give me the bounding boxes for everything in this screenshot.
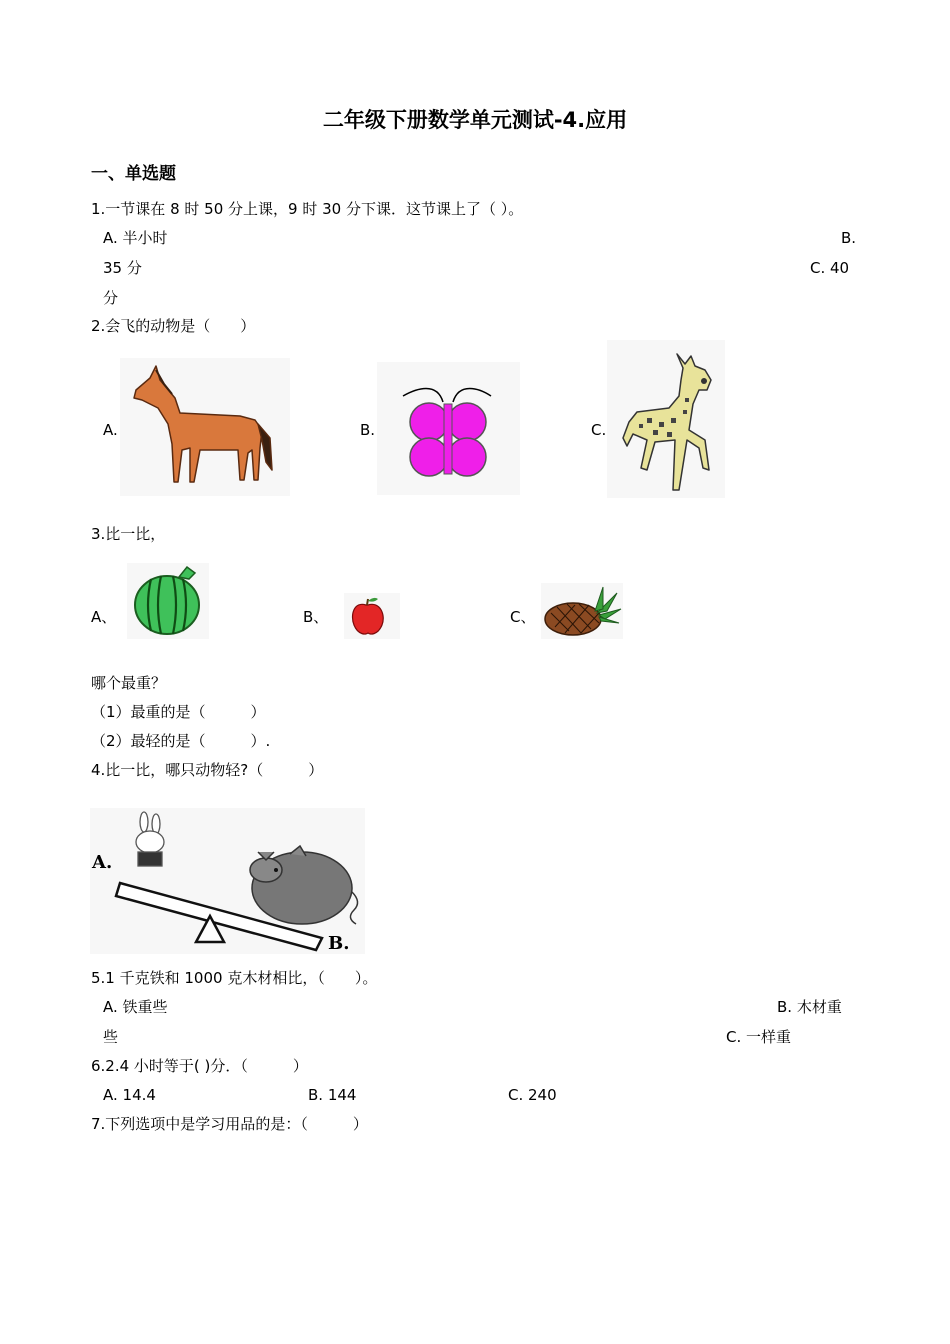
q6-option-b[interactable]: B. 144 bbox=[308, 1086, 357, 1104]
q5-option-c[interactable]: C. 一样重 bbox=[726, 1028, 792, 1046]
q2-option-c[interactable]: C. bbox=[591, 421, 607, 439]
q5-stem: 5.1 千克铁和 1000 克木材相比，（ ）。 bbox=[91, 969, 378, 987]
seesaw-image[interactable] bbox=[90, 808, 365, 954]
q3-question: 哪个最重？ bbox=[91, 674, 167, 692]
q1-stem: 1.一节课在 8 时 50 分上课，9 时 30 分下课．这节课上了（ ）。 bbox=[91, 200, 524, 218]
q6-option-a[interactable]: A. 14.4 bbox=[103, 1086, 156, 1104]
q2-stem: 2.会飞的动物是（ ） bbox=[91, 317, 256, 335]
q4-stem: 4.比一比，哪只动物轻?（ ） bbox=[91, 761, 324, 779]
q3-option-a[interactable]: A、 bbox=[91, 608, 117, 626]
q3-sub2: （2）最轻的是（ ）. bbox=[91, 732, 271, 750]
seesaw-label-b: B. bbox=[328, 933, 350, 954]
section-heading: 一、单选题 bbox=[91, 164, 176, 184]
q1-option-a[interactable]: A. 半小时 bbox=[103, 229, 168, 247]
horse-image[interactable] bbox=[120, 358, 290, 496]
q1-option-b-text[interactable]: 35 分 bbox=[103, 259, 142, 277]
q3-stem: 3.比一比， bbox=[91, 525, 166, 543]
q3-sub1: （1）最重的是（ ） bbox=[91, 703, 266, 721]
seesaw-label-a: A. bbox=[92, 852, 113, 873]
apple-image[interactable] bbox=[344, 593, 400, 639]
deer-image[interactable] bbox=[607, 340, 725, 498]
butterfly-image[interactable] bbox=[377, 362, 520, 495]
q6-stem: 6.2.4 小时等于( )分．（ ） bbox=[91, 1057, 308, 1075]
q1-option-c-label[interactable]: C. 40 bbox=[810, 259, 850, 277]
q7-stem: 7.下列选项中是学习用品的是：（ ） bbox=[91, 1115, 368, 1133]
q3-option-c[interactable]: C、 bbox=[510, 608, 536, 626]
q6-option-c[interactable]: C. 240 bbox=[508, 1086, 557, 1104]
pineapple-image[interactable] bbox=[541, 583, 623, 639]
page-title: 二年级下册数学单元测试-4.应用 bbox=[322, 108, 628, 132]
q5-option-b-cont[interactable]: 些 bbox=[103, 1028, 119, 1046]
q2-option-b[interactable]: B. bbox=[360, 421, 376, 439]
q1-option-b-label[interactable]: B. bbox=[841, 229, 857, 247]
q3-option-b[interactable]: B、 bbox=[303, 608, 329, 626]
q2-option-a[interactable]: A. bbox=[103, 421, 118, 439]
q5-option-b[interactable]: B. 木材重 bbox=[777, 998, 842, 1016]
watermelon-image[interactable] bbox=[127, 563, 209, 639]
q1-option-c-text[interactable]: 分 bbox=[103, 289, 119, 307]
q5-option-a[interactable]: A. 铁重些 bbox=[103, 998, 168, 1016]
